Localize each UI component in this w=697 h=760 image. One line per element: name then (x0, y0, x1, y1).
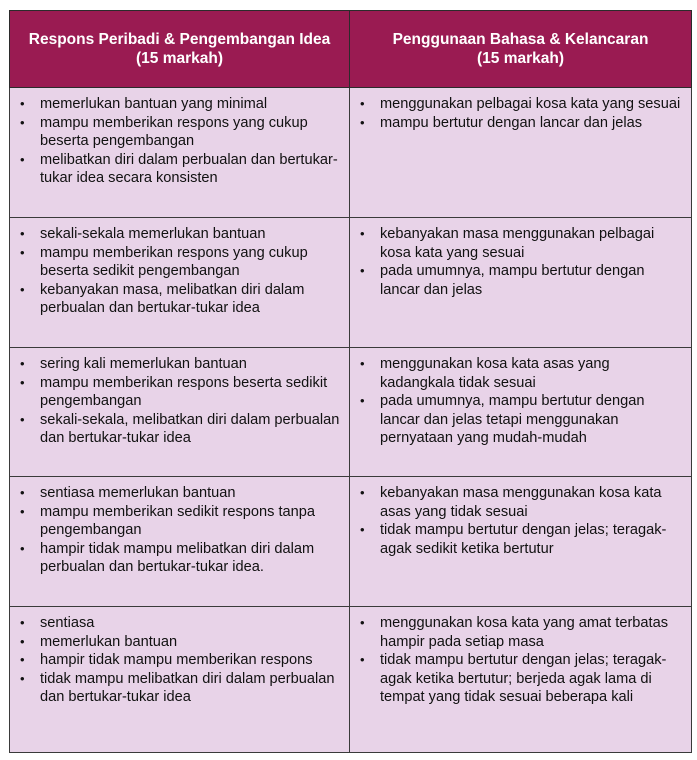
list-item (18, 374, 343, 411)
table-cell-language (350, 348, 692, 477)
bullet-icon: • (20, 114, 25, 130)
bullet-icon: • (20, 226, 25, 241)
list-item (18, 651, 343, 670)
table-row (10, 607, 692, 753)
list-item-text: pada umumnya, mampu bertutur dengan lancar dan jelas tetapi menggunakan pernyataan yang mudah-mudah (380, 393, 645, 447)
list-item (358, 521, 685, 558)
header-title: Penggunaan Bahasa & Kelancaran (392, 31, 649, 48)
bullet-icon: • (360, 485, 365, 500)
list-item (18, 355, 343, 374)
list-item-text: tidak mampu melibatkan diri dalam perbualan dan bertukar-tukar idea (40, 670, 335, 706)
bullet-icon: • (20, 633, 25, 649)
table-cell-response (10, 218, 350, 348)
header-marks: (15 markah) (476, 50, 564, 67)
table-cell-response (10, 607, 350, 753)
list-item-text: kebanyakan masa, melibatkan diri dalam perbualan dan bertukar-tukar idea (40, 281, 305, 317)
table-cell-language (350, 607, 692, 753)
rubric-table (9, 10, 692, 753)
list-item-text: mampu memberikan respons yang cukup beserta pengembangan (40, 114, 308, 150)
list-item (18, 95, 343, 114)
list-item-text: tidak mampu bertutur dengan jelas; teragak-agak sedikit ketika bertutur (380, 522, 667, 557)
bullet-icon: • (20, 540, 25, 556)
list-item (18, 114, 343, 151)
bullet-icon: • (360, 615, 365, 630)
list-item (18, 633, 343, 652)
list-item-text: memerlukan bantuan yang minimal (40, 96, 268, 112)
list-item (358, 95, 685, 114)
list-item-text: tidak mampu bertutur dengan jelas; teragak-agak ketika bertutur; berjeda agak lama di tempat yang tidak sesuai beberapa kali (380, 652, 667, 706)
bullet-list (18, 225, 343, 318)
bullet-icon: • (360, 226, 365, 241)
bullet-icon: • (360, 522, 365, 538)
table-cell-response (10, 88, 350, 218)
bullet-icon: • (360, 652, 365, 668)
list-item-text: sekali-sekala memerlukan bantuan (40, 226, 266, 242)
table-row (10, 218, 692, 348)
table-row (10, 477, 692, 607)
header-language-use (350, 11, 692, 88)
list-item-text: sentiasa (40, 615, 95, 631)
bullet-list (358, 355, 685, 448)
bullet-list (358, 225, 685, 299)
list-item (358, 651, 685, 707)
list-item (358, 392, 685, 448)
list-item-text: mampu bertutur dengan lancar dan jelas (380, 114, 643, 131)
table-row (10, 88, 692, 218)
list-item (18, 281, 343, 318)
bullet-icon: • (20, 96, 25, 111)
list-item (358, 262, 685, 299)
list-item-text: mampu memberikan respons yang cukup beserta sedikit pengembangan (40, 244, 308, 280)
list-item (18, 151, 343, 188)
bullet-icon: • (20, 151, 25, 167)
bullet-icon: • (20, 503, 25, 519)
table-cell-response (10, 348, 350, 477)
list-item-text: sekali-sekala, melibatkan diri dalam perbualan dan bertukar-tukar idea (40, 411, 340, 447)
list-item (18, 484, 343, 503)
bullet-list (18, 484, 343, 577)
bullet-icon: • (360, 263, 365, 279)
list-item (18, 614, 343, 633)
header-marks: (15 markah) (135, 50, 223, 67)
list-item (358, 614, 685, 651)
list-item-text: pada umumnya, mampu bertutur dengan lancar dan jelas (380, 263, 645, 298)
bullet-list (358, 614, 685, 707)
list-item-text: kebanyakan masa menggunakan pelbagai kosa kata yang sesuai (380, 226, 655, 261)
list-item-text: mampu memberikan respons beserta sedikit pengembangan (40, 374, 328, 410)
bullet-icon: • (20, 670, 25, 686)
header-title: Respons Peribadi & Pengembangan Idea (28, 31, 331, 48)
bullet-list (18, 355, 343, 448)
list-item-text: menggunakan kosa kata asas yang kadangkala tidak sesuai (380, 356, 610, 391)
bullet-icon: • (20, 374, 25, 390)
list-item-text: melibatkan diri dalam perbualan dan bertukar-tukar idea secara konsisten (40, 151, 338, 187)
list-item (358, 114, 685, 133)
bullet-icon: • (360, 96, 365, 111)
table-cell-language (350, 477, 692, 607)
list-item-text: kebanyakan masa menggunakan kosa kata asas yang tidak sesuai (380, 485, 662, 520)
table-row (10, 348, 692, 477)
header-row (10, 11, 692, 88)
bullet-icon: • (360, 114, 365, 130)
table-cell-language (350, 88, 692, 218)
bullet-list (18, 95, 343, 188)
list-item (18, 244, 343, 281)
list-item (18, 540, 343, 577)
table-cell-response (10, 477, 350, 607)
bullet-icon: • (20, 411, 25, 427)
list-item-text: hampir tidak mampu memberikan respons (40, 652, 313, 669)
list-item-text: sering kali memerlukan bantuan (40, 356, 247, 372)
bullet-list (358, 484, 685, 558)
bullet-list (358, 95, 685, 132)
list-item (18, 503, 343, 540)
bullet-icon: • (20, 281, 25, 297)
bullet-icon: • (20, 485, 25, 500)
bullet-icon: • (20, 356, 25, 371)
list-item (18, 225, 343, 244)
bullet-icon: • (20, 244, 25, 260)
list-item (18, 411, 343, 448)
bullet-list (18, 614, 343, 707)
list-item (358, 355, 685, 392)
bullet-icon: • (20, 652, 25, 668)
list-item (358, 225, 685, 262)
rubric-body (10, 88, 692, 753)
list-item (358, 484, 685, 521)
table-cell-language (350, 218, 692, 348)
bullet-icon: • (20, 615, 25, 630)
list-item (18, 670, 343, 707)
list-item-text: menggunakan pelbagai kosa kata yang sesuai (380, 96, 681, 112)
list-item-text: hampir tidak mampu melibatkan diri dalam perbualan dan bertukar-tukar idea. (40, 540, 315, 576)
list-item-text: sentiasa memerlukan bantuan (40, 485, 236, 501)
bullet-icon: • (360, 356, 365, 371)
list-item-text: menggunakan kosa kata yang amat terbatas hampir pada setiap masa (380, 615, 669, 650)
list-item-text: mampu memberikan sedikit respons tanpa pengembangan (40, 503, 315, 539)
bullet-icon: • (360, 393, 365, 409)
list-item-text: memerlukan bantuan (40, 633, 178, 650)
header-personal-response (10, 11, 350, 88)
